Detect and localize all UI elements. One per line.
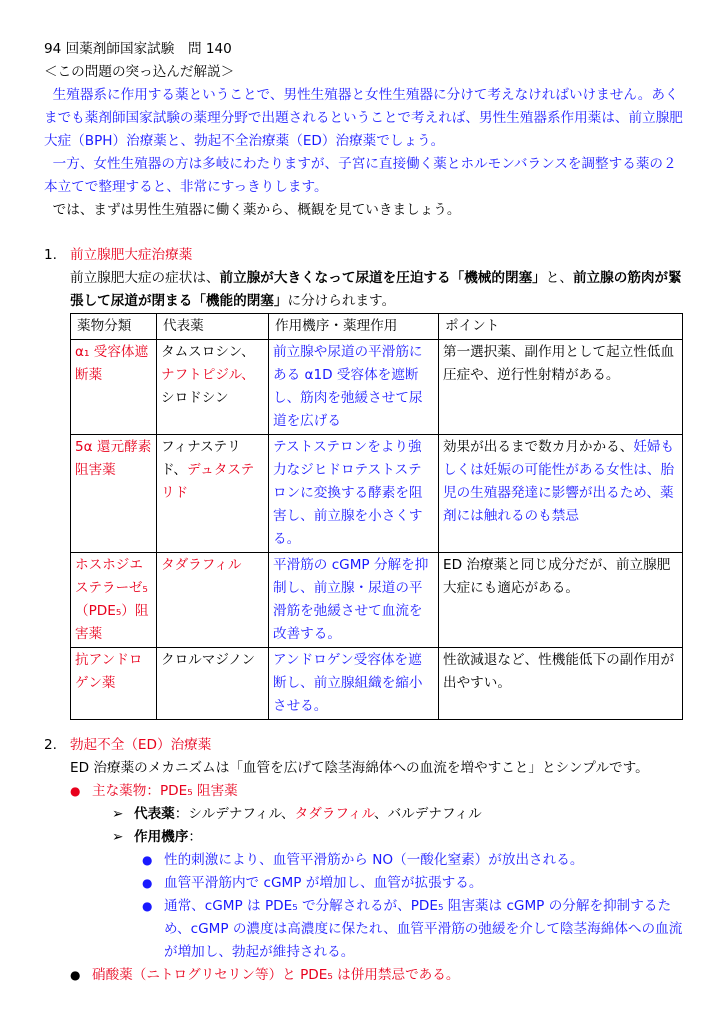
- mechanism-cell: 平滑筋の cGMP 分解を抑制し、前立腺・尿道の平滑筋を弛緩させて血流を改善する。: [269, 553, 439, 648]
- section-number: 1.: [44, 247, 57, 263]
- mechanism-list: [134, 849, 686, 964]
- point-cell: ED 治療薬と同じ成分だが、前立腺肥大症にも適応がある。: [439, 553, 683, 648]
- list-item: [112, 803, 686, 826]
- drug-name-highlight: デュタステリド: [161, 462, 255, 501]
- section-title: 前立腺肥大症治療薬: [69, 247, 193, 263]
- rep-highlight: タダラフィル: [294, 806, 374, 822]
- drug-class-cell: 5α 還元酵素阻害薬: [71, 435, 157, 553]
- desc-text: 前立腺肥大症の症状は、: [70, 270, 220, 286]
- main-drug-text: 主な薬物：PDE₅ 阻害薬: [92, 783, 238, 799]
- section-bph-description: [44, 267, 686, 313]
- mechanism-cell: アンドロゲン受容体を遮断し、前立腺組織を縮小させる。: [269, 648, 439, 720]
- list-item: ● 通常、cGMP は PDE₅ で分解されるが、PDE₅ 阻害薬は cGMP の分解を抑制するため、cGMP の濃度は高濃度に保たれ、血管平滑筋の弛緩を介して陰茎海綿体への血流が増加し、勃起が維持される。: [142, 895, 686, 964]
- drug-name: タムスロシン、: [161, 344, 255, 360]
- intro-text-2: 一方、女性生殖器の方は多岐にわたりますが、子宮に直接働く薬とホルモンバランスを調整する薬の２本立てで整理すると、非常にすっきりします。: [44, 156, 677, 195]
- drug-name-cell: クロルマジノン: [157, 648, 269, 720]
- drug-class-cell: α₁ 受容体遮断薬: [71, 340, 157, 435]
- table-header-cell: 代表薬: [157, 314, 269, 340]
- ed-bullet-list: [44, 780, 686, 987]
- rep-label: 代表薬: [134, 806, 175, 822]
- section-title: 勃起不全（ED）治療薬: [69, 737, 212, 753]
- drug-name-cell: [157, 340, 269, 435]
- table-header-cell: 作用機序・薬理作用: [269, 314, 439, 340]
- section-ed-description: ED 治療薬のメカニズムは「血管を広げて陰茎海綿体への血流を増やすこと」とシンプルです。: [70, 760, 649, 776]
- document-page: [44, 38, 686, 987]
- table-row: [71, 553, 683, 648]
- intro-paragraph-2: [44, 153, 686, 199]
- drug-name-cell: タダラフィル: [157, 553, 269, 648]
- list-item: ● 血管平滑筋内で cGMP が増加し、血管が拡張する。: [142, 872, 686, 895]
- list-item: [112, 826, 686, 964]
- explanation-subtitle: ＜この問題の突っ込んだ解説＞: [44, 64, 235, 80]
- drug-name: フィナステリド、: [161, 439, 241, 478]
- exam-heading: 94 回薬剤師国家試験 問 140: [44, 41, 232, 57]
- section-bph-heading: [44, 244, 686, 267]
- point-text-highlight: 妊婦もしくは妊娠の可能性がある女性は、胎児の生殖器発達に影響が出るため、薬剤には触れるのも禁忌: [443, 439, 675, 524]
- mechanism-cell: テストステロンをより強力なジヒドロテストステロンに変換する酵素を阻害し、前立腺を小さくする。: [269, 435, 439, 553]
- list-item: [70, 780, 686, 964]
- table-row: [71, 435, 683, 553]
- table-header-cell: ポイント: [439, 314, 683, 340]
- point-text: 効果が出るまで数カ月かかる、: [443, 439, 634, 455]
- section-bph: [44, 244, 686, 720]
- mech-label: 作用機序: [134, 829, 189, 845]
- section-number: 2.: [44, 737, 57, 753]
- drug-name-cell: [157, 435, 269, 553]
- intro-paragraph-3: [44, 199, 686, 222]
- drug-class-cell: ホスホジエステラーゼ₅（PDE₅）阻害薬: [71, 553, 157, 648]
- intro-text-1: 生殖器系に作用する薬ということで、男性生殖器と女性生殖器に分けて考えなければいけません。あくまでも薬剤師国家試験の薬理分野で出題されるということで考えれば、男性生殖器系作用薬は、前立腺肥大症（BPH）治療薬と、勃起不全治療薬（ED）治療薬でしょう。: [44, 87, 683, 149]
- section-ed-heading: [44, 734, 686, 757]
- desc-text: と、: [545, 270, 573, 286]
- bph-drug-table: [70, 313, 683, 720]
- drug-name-highlight: ナフトピジル、: [161, 367, 255, 383]
- contraindication-text: 硝酸薬（ニトログリセリン等）と PDE₅ は併用禁忌である。: [92, 967, 460, 983]
- mechanism-cell: 前立腺や尿道の平滑筋にある α1D 受容体を遮断し、筋肉を弛緩させて尿道を広げる: [269, 340, 439, 435]
- rep-text: ：シルデナフィル、: [174, 806, 295, 822]
- ed-sub-list: [92, 803, 686, 964]
- table-header-cell: 薬物分類: [71, 314, 157, 340]
- section-ed: [44, 734, 686, 987]
- intro-text-3: では、まずは男性生殖器に働く薬から、概観を見ていきましょう。: [52, 202, 461, 218]
- mech-colon: ：: [188, 829, 202, 845]
- table-row: [71, 340, 683, 435]
- point-cell: 性欲減退など、性機能低下の副作用が出やすい。: [439, 648, 683, 720]
- point-cell: [439, 435, 683, 553]
- table-row: [71, 648, 683, 720]
- drug-name: シロドシン: [161, 390, 229, 406]
- rep-text: 、バルデナフィル: [374, 806, 482, 822]
- list-item: ● 性的刺激により、血管平滑筋から NO（一酸化窒素）が放出される。: [142, 849, 686, 872]
- list-item: [70, 964, 686, 987]
- drug-class-cell: 抗アンドロゲン薬: [71, 648, 157, 720]
- point-cell: 第一選択薬、副作用として起立性低血圧症や、逆行性射精がある。: [439, 340, 683, 435]
- table-header-row: [71, 314, 683, 340]
- desc-text: に分けられます。: [287, 293, 396, 309]
- desc-emphasis-mechanical: 前立腺が大きくなって尿道を圧迫する「機械的閉塞」: [219, 270, 546, 286]
- intro-paragraph-1: [44, 84, 686, 153]
- desc-emphasis-functional: 前立腺の筋肉が緊張して尿道が閉まる「機能的閉塞」: [70, 270, 682, 309]
